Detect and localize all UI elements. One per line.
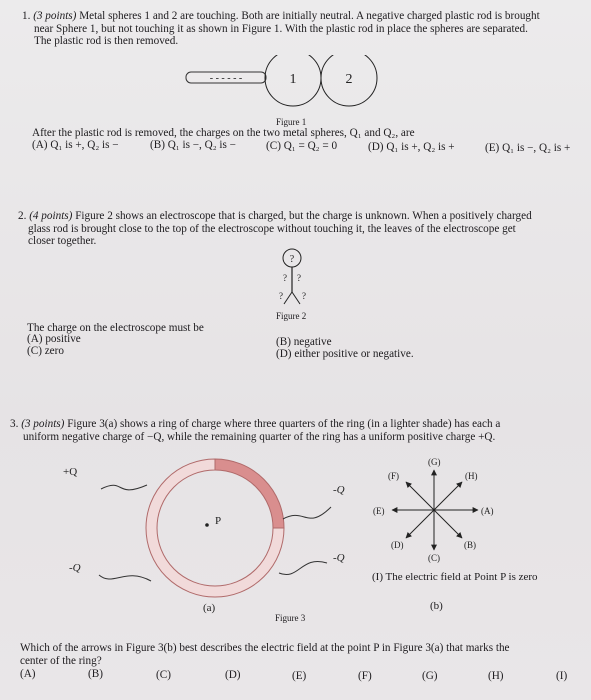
q1-text-line1: Metal spheres 1 and 2 are touching. Both are initially neutral. A negative charged plastic rod is brought <box>79 10 540 22</box>
figure-1-diagram <box>180 55 380 115</box>
q3-text-line1: Figure 3(a) shows a ring of charge where three quarters of the ring (in a lighter shade) has each a <box>67 418 501 430</box>
q3-answer-h[interactable]: (H) <box>488 670 504 682</box>
arrow-b <box>434 510 462 538</box>
q2-prompt: The charge on the electroscope must be <box>27 322 204 334</box>
q1-points: (3 points) <box>33 10 77 22</box>
arrow-d-label: (D) <box>391 540 404 550</box>
q2-number: 2. <box>18 210 27 222</box>
leaf-charge-right: ? <box>302 291 306 301</box>
minus-q-right-label: -Q <box>333 552 345 564</box>
stem-charge-left: ? <box>283 273 287 283</box>
figure-1-caption: Figure 1 <box>276 117 307 127</box>
figure-3-caption: Figure 3 <box>275 613 306 623</box>
q1-text <box>22 10 582 48</box>
arrow-f-label: (F) <box>388 471 399 481</box>
q1-choice-c[interactable]: (C) Q₁ = Q₂ = 0 <box>266 140 338 152</box>
q3-answer-d[interactable]: (D) <box>225 669 241 681</box>
sphere-1-label: 1 <box>289 72 297 87</box>
q3-text-line2: uniform negative charge of −Q, while the remaining quarter of the ring has a uniform positive charge +Q. <box>23 430 496 443</box>
q3-answer-f[interactable]: (F) <box>358 670 372 682</box>
q1-choice-e[interactable]: (E) Q₁ is −, Q₂ is + <box>485 142 571 154</box>
part-b-label: (b) <box>430 600 443 612</box>
figure-2-electroscope <box>268 246 318 310</box>
leaf-right <box>292 292 300 304</box>
q1-choice-d[interactable]: (D) Q₁ is +, Q₂ is + <box>368 141 455 153</box>
q2-choice-c[interactable]: (C) zero <box>27 345 64 357</box>
q3-answer-a[interactable]: (A) <box>20 668 36 680</box>
arrow-g-label: (G) <box>428 457 441 467</box>
leader-minus-q-top <box>283 507 331 519</box>
minus-q-top-label: -Q <box>333 484 345 496</box>
ring-positive-section <box>215 459 284 528</box>
q3-answer-g[interactable]: (G) <box>422 670 438 682</box>
leaf-left <box>284 292 292 304</box>
q1-choice-b[interactable]: (B) Q₁ is −, Q₂ is − <box>150 139 236 151</box>
q2-text-line2: glass rod is brought close to the top of the electroscope without touching it, the leaves of the electroscope get <box>28 222 516 235</box>
q3-prompt-line2: center of the ring? <box>20 655 102 667</box>
q3-answer-i[interactable]: (I) <box>556 670 568 682</box>
plus-q-label: +Q <box>63 466 78 478</box>
q2-choice-a[interactable]: (A) positive <box>27 333 81 345</box>
q1-choice-a[interactable]: (A) Q₁ is +, Q₂ is − <box>32 139 119 151</box>
q3-points: (3 points) <box>21 418 65 430</box>
q3-text <box>10 418 585 443</box>
point-p-label: P <box>215 515 222 527</box>
leader-plus-q <box>101 485 147 490</box>
q3-answer-e[interactable]: (E) <box>292 670 307 682</box>
arrow-a-label: (A) <box>481 506 494 516</box>
q3-number: 3. <box>10 418 19 430</box>
arrow-e-label: (E) <box>373 506 385 516</box>
point-p-dot <box>205 523 209 527</box>
rod-charges: - - - - - - <box>209 73 243 84</box>
q2-text <box>18 210 584 248</box>
leader-minus-q-right <box>279 561 327 574</box>
q3-zero-option[interactable]: (I) The electric field at Point P is zero <box>372 571 538 583</box>
q2-text-line3: closer together. <box>28 235 97 247</box>
q1-text-line3: The plastic rod is then removed. <box>34 35 179 47</box>
q2-points: (4 points) <box>29 210 73 222</box>
q3-answer-c[interactable]: (C) <box>156 669 171 681</box>
q2-choice-d[interactable]: (D) either positive or negative. <box>276 348 414 360</box>
leaf-charge-left: ? <box>279 291 283 301</box>
arrow-h-label: (H) <box>465 471 478 481</box>
part-a-label: (a) <box>203 602 216 614</box>
arrow-h <box>434 482 462 510</box>
leader-minus-q-left <box>99 575 151 581</box>
minus-q-left-label: -Q <box>69 562 81 574</box>
q1-text-line2: near Sphere 1, but not touching it as shown in Figure 1. With the plastic rod in place the spheres are separated. <box>34 22 528 35</box>
q2-text-line1: Figure 2 shows an electroscope that is charged, but the charge is unknown. When a positively charged <box>75 210 532 222</box>
q1-prompt: After the plastic rod is removed, the charges on the two metal spheres, Q₁ and Q₂, are <box>32 127 415 139</box>
q1-number: 1. <box>22 10 31 22</box>
stem-charge-right: ? <box>297 273 301 283</box>
figure-3a-ring <box>55 455 385 620</box>
figure-2-caption: Figure 2 <box>276 311 307 321</box>
q3-answer-b[interactable]: (B) <box>88 668 103 680</box>
q3-prompt-line1: Which of the arrows in Figure 3(b) best describes the electric field at the point P in Figure 3(a) that marks the <box>20 642 510 654</box>
knob-charge: ? <box>289 254 295 265</box>
arrow-d <box>406 510 434 538</box>
arrow-f <box>406 482 434 510</box>
arrow-b-label: (B) <box>464 540 476 550</box>
sphere-2-label: 2 <box>345 72 353 87</box>
arrow-c-label: (C) <box>428 553 440 563</box>
q2-choice-b[interactable]: (B) negative <box>276 336 332 348</box>
